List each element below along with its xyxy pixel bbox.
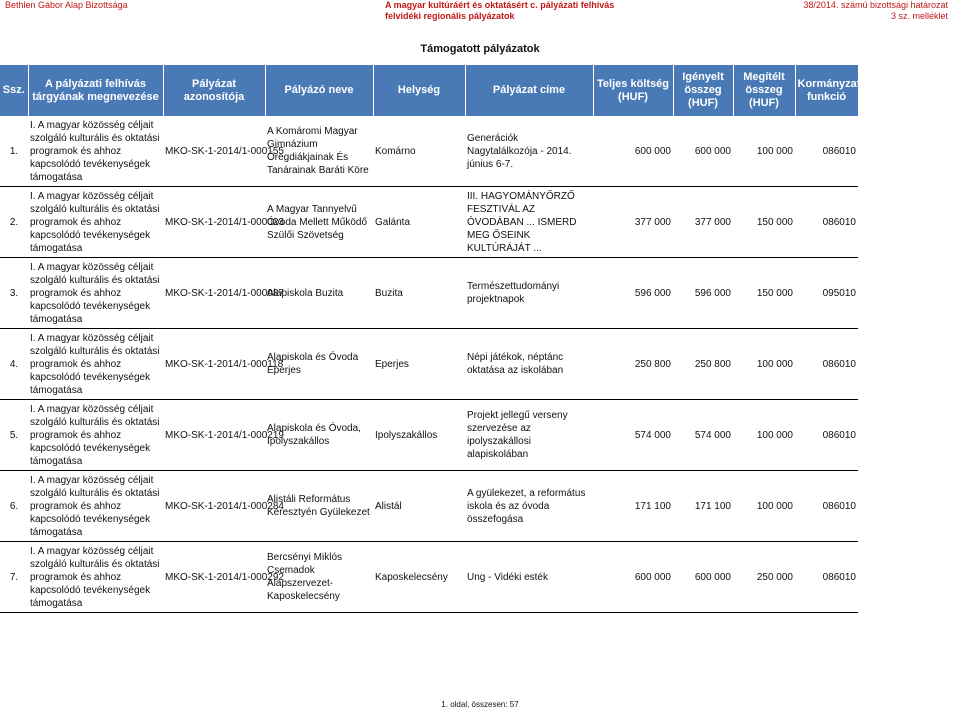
cell-azonosito: MKO-SK-1-2014/1-000155 <box>163 116 265 187</box>
cell-megitelt: 100 000 <box>733 400 795 471</box>
col-header-teljes: Teljes költség (HUF) <box>593 65 673 116</box>
cell-teljes: 250 800 <box>593 329 673 400</box>
cell-ssz: 4. <box>0 329 28 400</box>
table-header-row <box>0 65 858 116</box>
cell-igenyelt: 377 000 <box>673 187 733 258</box>
col-header-palyazo: Pályázó neve <box>265 65 373 116</box>
cell-ssz: 5. <box>0 400 28 471</box>
cell-felhivas: I. A magyar közösség céljait szolgáló kulturális és oktatási programok és ahhoz kapcsolódó tevékenységek támogatása <box>28 400 163 471</box>
col-header-felhivas: A pályázati felhívás tárgyának megnevezése <box>28 65 163 116</box>
cell-teljes: 171 100 <box>593 471 673 542</box>
header-call-line2: felvidéki regionális pályázatok <box>385 11 515 21</box>
cell-felhivas: I. A magyar közösség céljait szolgáló kulturális és oktatási programok és ahhoz kapcsolódó tevékenységek támogatása <box>28 258 163 329</box>
cell-megitelt: 100 000 <box>733 329 795 400</box>
table-row <box>0 471 858 542</box>
cell-palyazo: A Magyar Tannyelvű Óvoda Mellett Működő Szülői Szövetség <box>265 187 373 258</box>
cell-felhivas: I. A magyar közösség céljait szolgáló kulturális és oktatási programok és ahhoz kapcsolódó tevékenységek támogatása <box>28 471 163 542</box>
cell-megitelt: 100 000 <box>733 471 795 542</box>
cell-azonosito: MKO-SK-1-2014/1-000087 <box>163 258 265 329</box>
cell-ssz: 6. <box>0 471 28 542</box>
header-call-title <box>385 0 615 22</box>
cell-palyazo: Alapiskola Buzita <box>265 258 373 329</box>
cell-helyseg: Alistál <box>373 471 465 542</box>
col-header-megitelt: Megítélt összeg (HUF) <box>733 65 795 116</box>
col-header-igenyelt: Igényelt összeg (HUF) <box>673 65 733 116</box>
cell-igenyelt: 600 000 <box>673 542 733 613</box>
cell-teljes: 600 000 <box>593 542 673 613</box>
cell-cim: Projekt jellegű verseny szervezése az ipolyszakállosi alapiskolában <box>465 400 593 471</box>
cell-cim: Ung - Vidéki esték <box>465 542 593 613</box>
cell-cim: Népi játékok, néptánc oktatása az iskolában <box>465 329 593 400</box>
cell-felhivas: I. A magyar közösség céljait szolgáló kulturális és oktatási programok és ahhoz kapcsolódó tevékenységek támogatása <box>28 116 163 187</box>
cell-ssz: 2. <box>0 187 28 258</box>
cell-igenyelt: 596 000 <box>673 258 733 329</box>
col-header-kormanyzati: Kormányzati funkció <box>795 65 858 116</box>
header-organization: Bethlen Gábor Alap Bizottsága <box>5 0 128 10</box>
cell-ssz: 3. <box>0 258 28 329</box>
cell-azonosito: MKO-SK-1-2014/1-000284 <box>163 471 265 542</box>
header-resolution <box>803 0 948 22</box>
cell-kormanyzati: 086010 <box>795 542 858 613</box>
table-row <box>0 542 858 613</box>
supported-applications-table <box>0 65 864 613</box>
col-header-ssz: Ssz. <box>0 65 28 116</box>
table-row <box>0 400 858 471</box>
cell-teljes: 377 000 <box>593 187 673 258</box>
cell-igenyelt: 600 000 <box>673 116 733 187</box>
cell-megitelt: 100 000 <box>733 116 795 187</box>
cell-felhivas: I. A magyar közösség céljait szolgáló kulturális és oktatási programok és ahhoz kapcsolódó tevékenységek támogatása <box>28 187 163 258</box>
col-header-helyseg: Helység <box>373 65 465 116</box>
cell-kormanyzati: 086010 <box>795 400 858 471</box>
cell-megitelt: 150 000 <box>733 187 795 258</box>
header-resolution-line1: 38/2014. számú bizottsági határozat <box>803 0 948 10</box>
cell-kormanyzati: 086010 <box>795 329 858 400</box>
cell-kormanyzati: 095010 <box>795 258 858 329</box>
cell-palyazo: Bercsényi Miklós Csemadok Alapszervezet-Kaposkelecsény <box>265 542 373 613</box>
cell-teljes: 574 000 <box>593 400 673 471</box>
cell-palyazo: Alapiskola és Óvoda Eperjes <box>265 329 373 400</box>
table-row <box>0 116 858 187</box>
page-title: Támogatott pályázatok <box>420 43 540 55</box>
cell-felhivas: I. A magyar közösség céljait szolgáló kulturális és oktatási programok és ahhoz kapcsolódó tevékenységek támogatása <box>28 542 163 613</box>
cell-palyazo: Alapiskola és Óvoda, Ipolyszakállos <box>265 400 373 471</box>
header-call-line1: A magyar kultúráért és oktatásért c. pályázati felhívás <box>385 0 615 10</box>
cell-kormanyzati: 086010 <box>795 471 858 542</box>
cell-ssz: 7. <box>0 542 28 613</box>
cell-azonosito: MKO-SK-1-2014/1-000292 <box>163 542 265 613</box>
page-footer: 1. oldal, összesen: 57 <box>441 700 519 709</box>
table-row <box>0 329 858 400</box>
cell-cim: Természettudományi projektnapok <box>465 258 593 329</box>
cell-teljes: 596 000 <box>593 258 673 329</box>
cell-palyazo: Alistáli Református Keresztyén Gyülekezet <box>265 471 373 542</box>
table-row <box>0 258 858 329</box>
table-row <box>0 187 858 258</box>
cell-palyazo: A Komáromi Magyar Gimnázium Öregdiákjainak És Tanárainak Baráti Köre <box>265 116 373 187</box>
cell-azonosito: MKO-SK-1-2014/1-000219 <box>163 400 265 471</box>
cell-ssz: 1. <box>0 116 28 187</box>
cell-cim: A gyülekezet, a református iskola és az óvoda összefogása <box>465 471 593 542</box>
cell-azonosito: MKO-SK-1-2014/1-000118 <box>163 329 265 400</box>
cell-kormanyzati: 086010 <box>795 116 858 187</box>
cell-teljes: 600 000 <box>593 116 673 187</box>
cell-cim: Generációk Nagytalálkozója - 2014. június 6-7. <box>465 116 593 187</box>
cell-igenyelt: 574 000 <box>673 400 733 471</box>
cell-helyseg: Kaposkelecsény <box>373 542 465 613</box>
cell-helyseg: Ipolyszakállos <box>373 400 465 471</box>
cell-helyseg: Galánta <box>373 187 465 258</box>
header-resolution-line2: 3 sz. melléklet <box>890 11 948 21</box>
cell-helyseg: Komárno <box>373 116 465 187</box>
cell-igenyelt: 250 800 <box>673 329 733 400</box>
cell-helyseg: Eperjes <box>373 329 465 400</box>
cell-igenyelt: 171 100 <box>673 471 733 542</box>
cell-cim: III. HAGYOMÁNYŐRZŐ FESZTIVÁL AZ ÓVODÁBAN ... ISMERD MEG ŐSEINK KULTÚRÁJÁT ... <box>465 187 593 258</box>
cell-kormanyzati: 086010 <box>795 187 858 258</box>
col-header-azonosito: Pályázat azonosítója <box>163 65 265 116</box>
cell-megitelt: 250 000 <box>733 542 795 613</box>
cell-felhivas: I. A magyar közösség céljait szolgáló kulturális és oktatási programok és ahhoz kapcsolódó tevékenységek támogatása <box>28 329 163 400</box>
col-header-cim: Pályázat címe <box>465 65 593 116</box>
cell-megitelt: 150 000 <box>733 258 795 329</box>
cell-helyseg: Buzita <box>373 258 465 329</box>
cell-azonosito: MKO-SK-1-2014/1-000023 <box>163 187 265 258</box>
